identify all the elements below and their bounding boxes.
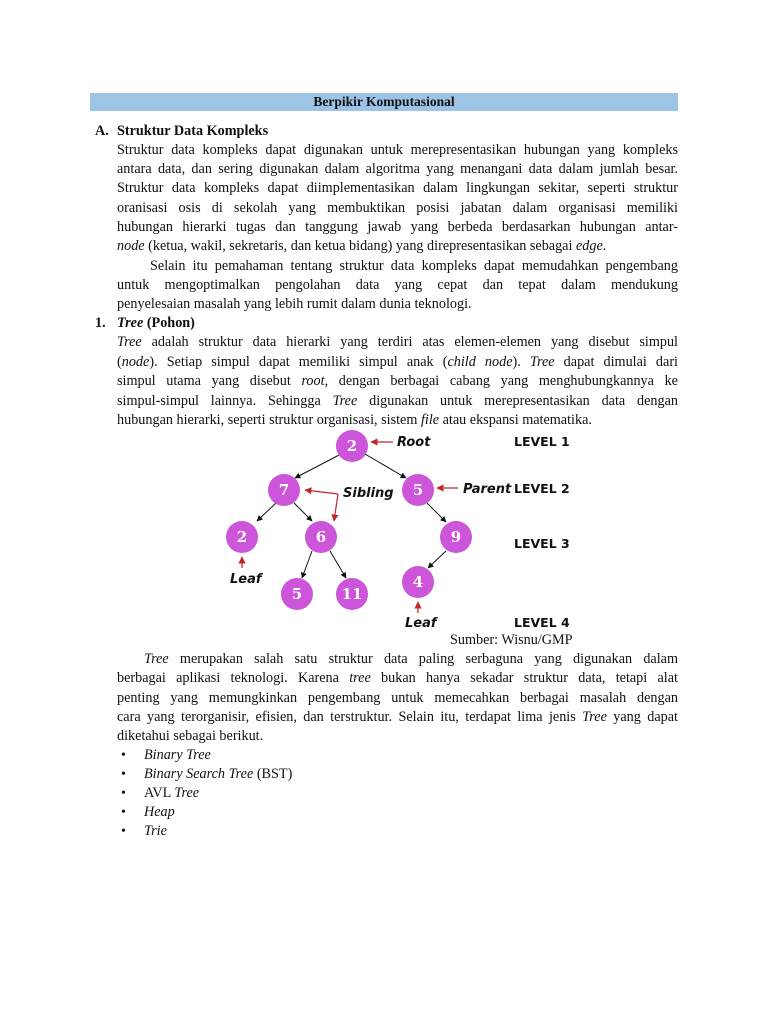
tree-node <box>281 578 313 610</box>
text-italic: file <box>420 412 440 428</box>
text-italic: node <box>121 354 150 370</box>
list-item: Trie <box>144 823 167 839</box>
text: simpul-simpul lainnya. Sehingga <box>117 393 333 409</box>
list-item <box>144 765 292 784</box>
node-label: 5 <box>412 481 424 499</box>
paragraph-line <box>144 650 678 669</box>
edge <box>330 551 346 578</box>
text-italic: node <box>117 238 145 254</box>
node-label: 11 <box>341 585 363 603</box>
text: digunakan untuk merepresentasikan data dengan <box>357 393 678 409</box>
paragraph-line: oranisasi osis di sekolah yang membuktikan posisi jabatan dalam organisasi memiliki <box>117 200 678 216</box>
tree-node <box>268 474 300 506</box>
text: atau ekspansi matematika. <box>439 412 592 428</box>
tree-node <box>336 430 368 462</box>
text: (Pohon) <box>143 315 195 331</box>
leaf-label: Leaf <box>230 572 262 587</box>
text: . <box>602 238 607 254</box>
paragraph-line: untuk mengoptimalkan pengolahan data yang cepat dan tepat dalam mendukung <box>117 277 678 293</box>
paragraph-line: Struktur data kompleks dapat digunakan untuk merepresentasikan hubungan yang kompleks <box>117 142 678 158</box>
level-label: LEVEL 2 <box>514 481 570 496</box>
text-italic: edge <box>575 238 603 254</box>
level-label: LEVEL 3 <box>514 536 570 551</box>
tree-node <box>402 566 434 598</box>
text-italic: Tree <box>117 334 142 350</box>
text-italic: Tree <box>582 709 607 725</box>
level-label: LEVEL 1 <box>514 434 570 449</box>
node-label: 2 <box>346 437 358 455</box>
list-item: Heap <box>144 804 175 820</box>
paragraph-line: hubungan hierarki tugas dan tanggung jawab yang berbeda berdasarkan hubungan antar- <box>117 219 678 235</box>
text: ( <box>117 354 122 370</box>
node-label: 2 <box>236 528 248 546</box>
text: , dengan berbagai cabang yang menghubungkannya ke <box>324 373 678 389</box>
tree-node <box>440 521 472 553</box>
text: merupakan salah satu struktur data paling serbaguna yang digunakan dalam <box>168 651 678 667</box>
sibling-pointer-arrow <box>305 490 338 494</box>
text: ). Setiap simpul dapat memiliki simpul anak ( <box>149 354 448 370</box>
text-italic: Tree <box>332 393 358 409</box>
text: ). <box>512 354 530 370</box>
text: cara yang terorganisir, efisien, dan terstruktur. Selain itu, terdapat lima jenis <box>117 709 583 725</box>
section-a-heading: Struktur Data Kompleks <box>117 123 269 139</box>
text-italic: Tree <box>117 315 144 331</box>
list-item <box>144 784 199 803</box>
node-label: 9 <box>450 528 462 546</box>
bullet-icon: • <box>121 748 126 763</box>
bullet-icon: • <box>121 824 126 839</box>
figure-source: Sumber: Wisnu/GMP <box>450 632 573 648</box>
text-italic: Tree <box>529 354 555 370</box>
parent-label: Parent <box>463 482 512 497</box>
section-1-marker: 1. <box>95 315 106 331</box>
bullet-icon: • <box>121 767 126 782</box>
list-item: Binary Tree <box>144 747 211 763</box>
paragraph-line <box>117 708 678 727</box>
text-italic: tree <box>349 670 371 686</box>
edge <box>427 503 446 522</box>
text-italic: Binary Search Tree <box>144 766 254 782</box>
node-label: 6 <box>315 528 327 546</box>
page-title: Berpikir Komputasional <box>90 93 678 111</box>
node-label: 7 <box>278 481 290 499</box>
text: hubungan hierarki, seperti struktur organisasi, sistem <box>117 412 421 428</box>
root-label: Root <box>397 435 431 450</box>
edge <box>428 551 446 568</box>
node-label: 4 <box>412 573 424 591</box>
text: (ketua, wakil, sekretaris, dan ketua bidang) yang direpresentasikan sebagai <box>144 238 576 254</box>
sibling-pointer-arrow <box>334 494 338 521</box>
text: AVL <box>144 785 175 801</box>
paragraph-line <box>117 669 678 688</box>
text: yang dapat <box>606 709 678 725</box>
tree-node <box>402 474 434 506</box>
text: simpul utama yang disebut <box>117 373 302 389</box>
level-label: LEVEL 4 <box>514 615 570 630</box>
tree-node <box>336 578 368 610</box>
text: bukan hanya sekadar struktur data, tetapi alat <box>370 670 678 686</box>
tree-node <box>226 521 258 553</box>
node-label: 5 <box>291 585 303 603</box>
paragraph-line: penyelesaian masalah yang lebih rumit dalam dunia teknologi. <box>117 296 472 312</box>
edge <box>257 503 276 521</box>
text: adalah struktur data hierarki yang terdiri atas elemen-elemen yang disebut simpul <box>141 334 678 350</box>
leaf-label: Leaf <box>405 616 437 631</box>
paragraph-line: diketahui sebagai berikut. <box>117 728 264 744</box>
edge <box>295 454 341 478</box>
sibling-label: Sibling <box>343 486 394 501</box>
text-italic: Tree <box>144 651 169 667</box>
paragraph-line: Selain itu pemahaman tentang struktur data kompleks dapat memudahkan pengembang <box>150 258 678 274</box>
text-italic: Tree <box>174 785 200 801</box>
text: berbagai aplikasi teknologi. Karena <box>117 670 350 686</box>
paragraph-line: penting yang memungkinkan pengembang untuk memecahkan berbagai masalah dengan <box>117 690 678 706</box>
edge <box>294 503 312 521</box>
bullet-icon: • <box>121 805 126 820</box>
text-italic: root <box>301 373 325 389</box>
paragraph-line: Struktur data kompleks dapat diimplementasikan dalam lingkungan sekitar, seperti struktur <box>117 180 678 196</box>
section-a-marker: A. <box>95 123 109 139</box>
text-italic: child node <box>447 354 513 370</box>
text: (BST) <box>253 766 293 782</box>
edge <box>302 551 312 578</box>
bullet-icon: • <box>121 786 126 801</box>
tree-node <box>305 521 337 553</box>
edge <box>365 454 406 478</box>
paragraph-line: antara data, dan sering digunakan dalam algoritma yang menangani data dalam jumlah besar. <box>117 161 678 177</box>
text: dapat dimulai dari <box>554 354 678 370</box>
